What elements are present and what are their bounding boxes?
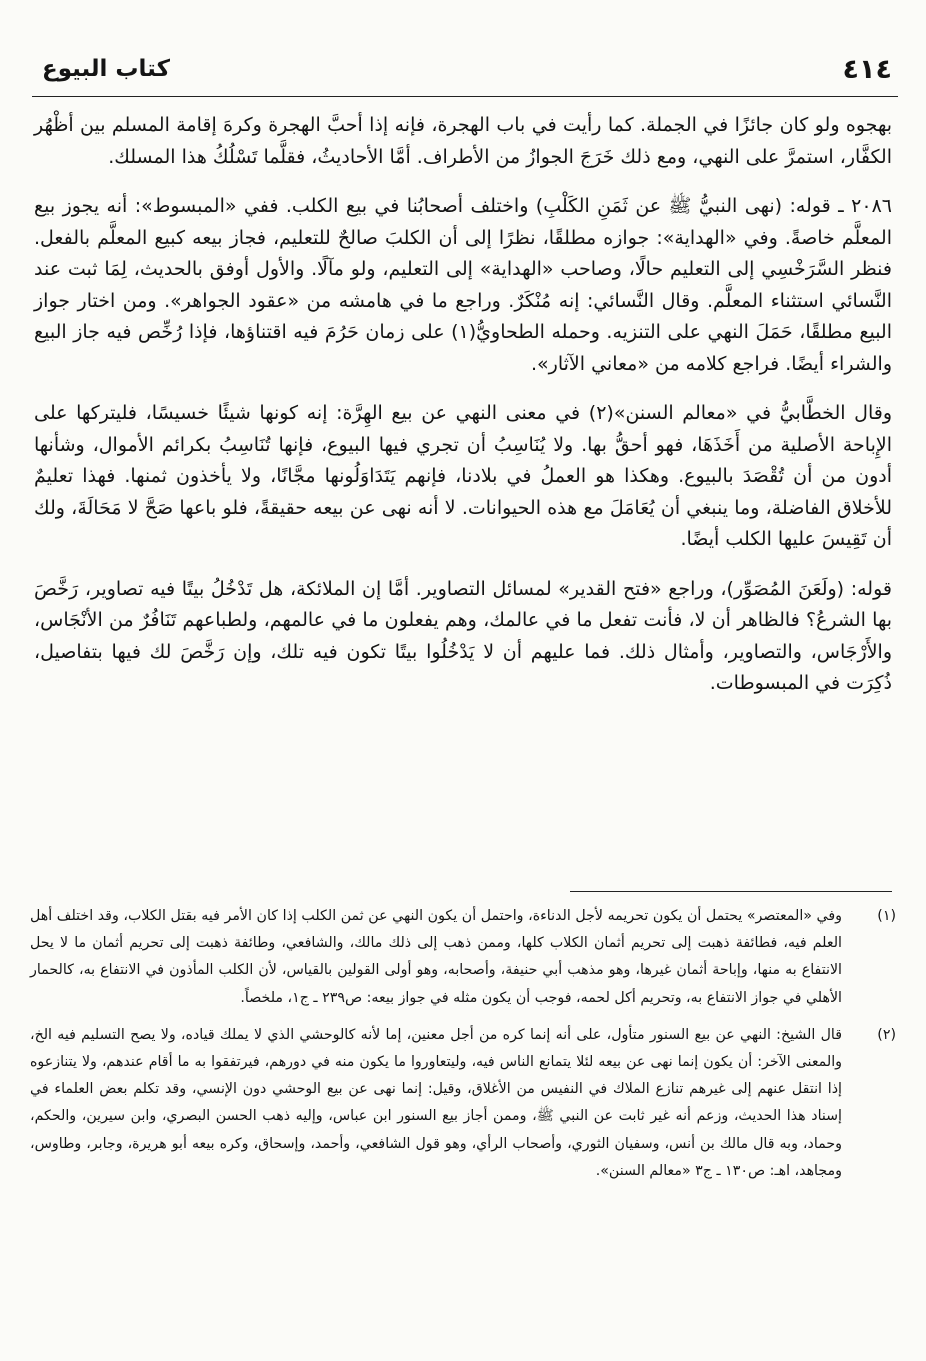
running-title: كتاب البيوع	[42, 56, 170, 82]
footnote-number: (١)	[877, 908, 896, 924]
footnote-separator	[570, 891, 892, 892]
main-text	[34, 110, 892, 718]
footnote-number: (٢)	[877, 1026, 896, 1043]
footnote-text: وفي «المعتصر» يحتمل أن يكون تحريمه لأجل الدناءة، واحتمل أن يكون النهي عن ثمن الكلب إذا كان الأمر فيه بقتل الكلاب، وقد اختلف أهل العلم فيه، فطائفة ذهبت إلى تحريم أثمان الكلاب كلها، وممن ذهب إلى ذلك مالك، والشافعي، وطائفة ذهبت إلى تحريم أثمان ما لا يحل الانتفاع به منها، وإباحة أثمان غيرها، وهو مذهب أبي حنيفة، وأصحابه، وهو أولى القولين بالقياس، لأن الكلب المأذون في الانتفاع به، كالحمار الأهلي في جواز الانتفاع به، وتحريم أكل لحمه، فوجب أن يكون مثله في جواز بيعه: ص٢٣٩ ـ ج١، ملخصاً.	[30, 908, 842, 1006]
page-header	[32, 52, 898, 97]
page-number: ٤١٤	[842, 54, 892, 85]
footnotes	[30, 903, 896, 1195]
footnote-text: قال الشيخ: النهي عن بيع السنور متأول، على أنه إنما كره من أجل معنين، إما لأنه كالوحشي الذي لا يملك قياده، ولا يصح التسليم فيه الخ، والمعنى الآخر: أن يكون إنما نهى عن بيعه لئلا يتمانع الناس فيه، وليتعاوروا ما يكون منه في دورهم، فيرتفقوا به ما أقام عندهم، ولا يتنازعوه إذا انتقل عنهم إلى غيرهم تنازع الملاك في النفيس من الأغلاق، وقيل: إنما نهى عن بيع الوحشي دون الإنسي، وقد تكلم بعض العلماء في إسناد هذا الحديث، وزعم أنه غير ثابت عن النبي ﷺ، وممن أجاز بيع السنور ابن عباس، وإليه ذهب الحسن البصري، وابن سيرين، والحكم، وحماد، وبه قال مالك بن أنس، وسفيان الثوري، وأصحاب الرأي، وهو قول الشافعي، وأحمد، وإسحاق، وكره بيعه أبو هريرة، وجابر، وطاوس، ومجاهد، اهـ: ص١٣٠ ـ ج٣ «معالم السنن».	[30, 1026, 842, 1179]
footnote-item	[30, 903, 896, 1012]
paragraph-musawwir: قوله: (ولَعَنَ المُصَوِّر)، وراجع «فتح القدير» لمسائل التصاوير. أمَّا إن الملائكة، هل تَدْخُلُ بيتًا فيه تصاوير، رَخَّصَ بها الشرعُ؟ فالظاهر أن لا، فأنت تفعل ما في عالمك، وهم يفعلون ما في عالمهم، ولطباعهم تَنَافُرٌ من الأنْجَاس، والأَرْجَاس، والتصاوير، وأمثال ذلك. فما عليهم أن لا يَدْخُلُوا بيتًا تكون فيه تلك، وإن رَخَّصَ لك فيها بتفاصيل، ذُكِرَت في المبسوطات.	[34, 577, 892, 694]
footnote-item	[30, 1022, 896, 1185]
paragraph-hadith-2086: ٢٠٨٦ ـ قوله: (نهى النبيُّ ﷺ عن ثَمَنِ الكَلْبِ) واختلف أصحابُنا في بيع الكلب. ففي «المبسوط»: أنه يجوز بيع المعلَّم خاصةً. وفي «الهداية»: جوازه مطلقًا، نظرًا إلى أن الكلبَ صالحٌ للتعليم، فجاز بيعه كبيع المعلَّم بالفعل. فنظر السَّرَخْسِي إلى التعليم حالًا، وصاحب «الهداية» إلى التعليم، ولو مآلًا. والأول أوفق بالحديث، لِمَا ثبت عند النَّسائي استثناء المعلَّم. وقال النَّسائي: إنه مُنْكَرٌ. وراجع ما في هامشه من «عقود الجواهر». ومن اختار جواز البيع مطلقًا، حَمَلَ النهي على التنزيه. وحمله الطحاويُّ(١) على زمان حَرُمَ فيه اقتناؤها، فإذا رُخِّص فيه جاز البيع والشراء أيضًا. فراجع كلامه من «معاني الآثار».	[34, 195, 892, 375]
paragraph-continuation: بهجوه ولو كان جائزًا في الجملة. كما رأيت في باب الهجرة، فإنه إذا أحبَّ الهجرة وكرهَ إقامة المسلم بين أظْهُر الكفَّار، استمرَّ على النهي، ومع ذلك خَرَجَ الجوازُ من الأطراف. أمَّا الأحاديثُ، فقلَّما تَسْلُكُ هذا المسلك.	[34, 114, 892, 168]
paragraph-khattabi: وقال الخطَّابيُّ في «معالم السنن»(٢) في معنى النهي عن بيع الهِرَّة: إنه كونها شيئًا خسيسًا، فليتركها على الإِباحة الأصلية من أَخَذَهَا، فهو أحقُّ بها. ولا يُنَاسِبُ أن تجري فيها البيوع، فإنها تُنَاسِبُ بكرائم الأموال، وشأنها أدون من أن تُقْصَدَ بالبيوع. وهكذا هو العملُ في بلادنا، فإنهم يَتَدَاوَلُونها مجَّانًا، ولا يأخذون ثمنها. فهذا تعليمٌ للأخلاق الفاضلة، وما ينبغي أن يُعَامَلَ مع هذه الحيوانات. لا أنه نهى عن بيعه حقيقةً، فلو باعها صَحَّ لا مَحَالَةَ، ولك أن تَقِيسَ عليها الكلب أيضًا.	[34, 402, 892, 550]
